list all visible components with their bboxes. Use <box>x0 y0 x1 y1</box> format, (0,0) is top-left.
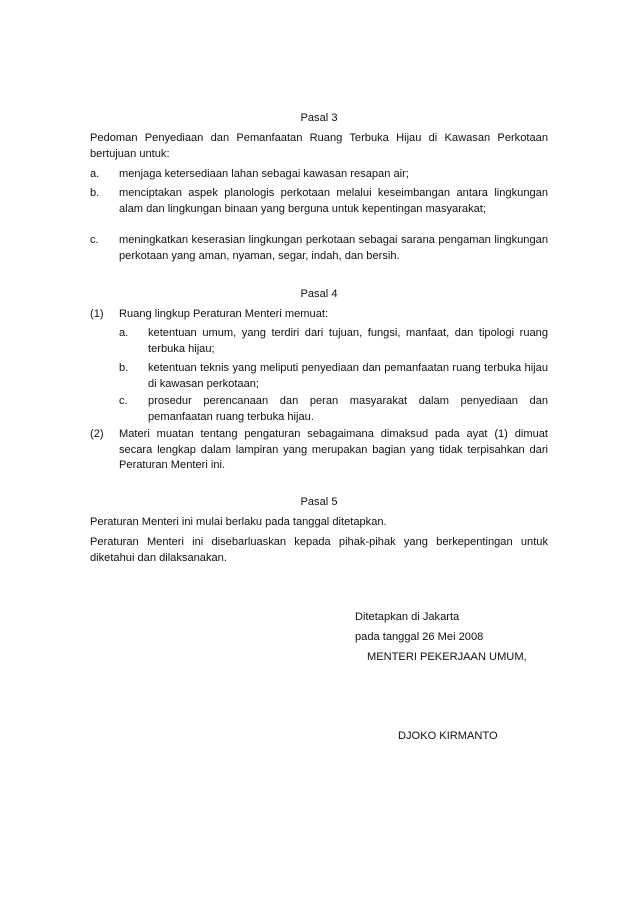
signature-place: Ditetapkan di Jakarta <box>355 611 460 623</box>
subitem-number: c. <box>119 395 128 407</box>
pasal-5-title: Pasal 5 <box>300 496 338 508</box>
item-number: c. <box>90 234 99 246</box>
pasal-4-title: Pasal 4 <box>300 288 338 300</box>
signature-date: pada tanggal 26 Mei 2008 <box>355 631 484 643</box>
item-text: Ruang lingkup Peraturan Menteri memuat: <box>119 308 329 320</box>
subitem-text: ketentuan umum, yang terdiri dari tujuan, fungsi, manfaat, dan tipologi ruang terbuka hijau; <box>148 327 548 355</box>
item-number: (2) <box>90 428 104 440</box>
signatory-name: DJOKO KIRMANTO <box>398 730 498 742</box>
subitem-text: ketentuan teknis yang meliputi penyediaan dan pemanfaatan ruang terbuka hijau di kawasan perkotaan; <box>148 362 548 390</box>
item-number: (1) <box>90 308 104 320</box>
item-text: menjaga ketersediaan lahan sebagai kawasan resapan air; <box>119 168 409 180</box>
pasal-3-intro: Pedoman Penyediaan dan Pemanfaatan Ruang Terbuka Hijau di Kawasan Perkotaan bertujuan untuk: <box>90 132 548 160</box>
item-text: Materi muatan tentang pengaturan sebagaimana dimaksud pada ayat (1) dimuat secara lengkap dalam lampiran yang merupakan bagian yang tidak terpisahkan dari Peraturan Menteri ini. <box>119 428 548 471</box>
pasal-5-paragraph-1: Peraturan Menteri ini mulai berlaku pada tanggal ditetapkan. <box>90 516 387 528</box>
pasal-5-paragraph-2: Peraturan Menteri ini disebarluaskan kepada pihak-pihak yang berkepentingan untuk diketahui dan dilaksanakan. <box>90 536 548 564</box>
signature-office: MENTERI PEKERJAAN UMUM, <box>367 651 527 663</box>
subitem-text: prosedur perencanaan dan peran masyarakat dalam penyediaan dan pemanfaatan ruang terbuka hijau. <box>148 395 548 423</box>
item-number: b. <box>90 187 100 199</box>
item-number: a. <box>90 168 100 180</box>
pasal-3-title: Pasal 3 <box>300 112 338 124</box>
subitem-number: b. <box>119 362 129 374</box>
subitem-number: a. <box>119 327 129 339</box>
item-text: menciptakan aspek planologis perkotaan melalui keseimbangan antara lingkungan alam dan lingkungan binaan yang berguna untuk kepentingan masyarakat; <box>119 187 548 215</box>
item-text: meningkatkan keserasian lingkungan perkotaan sebagai sarana pengaman lingkungan perkotaan yang aman, nyaman, segar, indah, dan bersih. <box>119 234 548 262</box>
